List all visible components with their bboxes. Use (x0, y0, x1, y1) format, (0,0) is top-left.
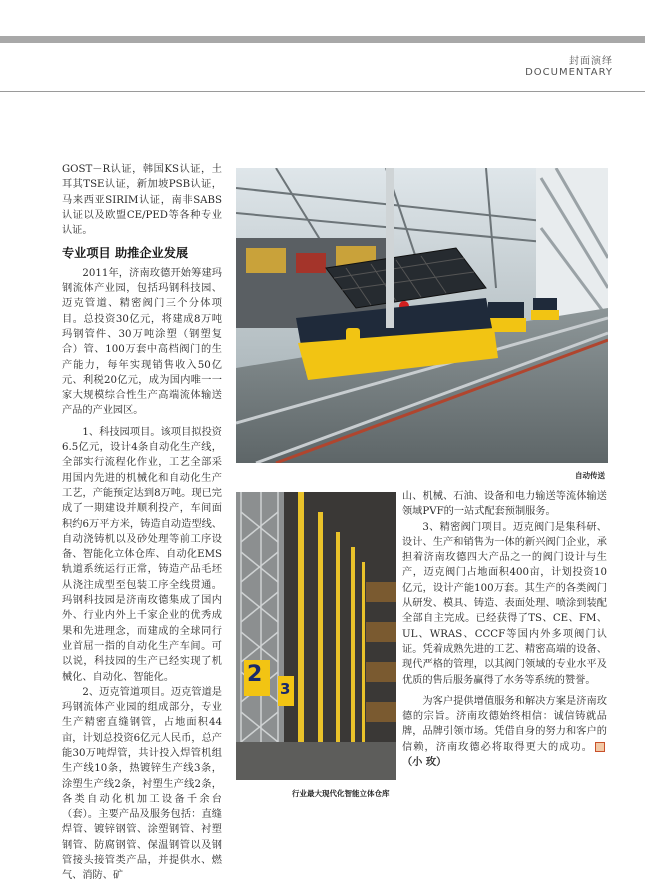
section-heading: 专业项目 助推企业发展 (62, 246, 189, 261)
aisle-number-3: 3 (280, 680, 291, 698)
paragraph-precision-valve: 3、精密阀门项目。迈克阀门是集科研、设计、生产和销售为一体的新兴阀门企业，承担着济南玫德四大产品之一的阀门设计与生产，迈克阀门占地面积400亩，计划投资10亿元，设计产能100万套。其生产的各类阀门从研发、模具、铸造、表面处理、喷涂到装配全部自主完成。已经获得了TS、CE、FM、UL、WRAS、CCCF等国内外多项阀门认证。凭着成熟先进的工艺、精密高端的设备、现代严格的管理，以其阀门领域的专业水平及优质的售后服务赢得了水务等系统的赞誉。 (402, 521, 607, 686)
paragraph-2011: 2011年，济南玫德开始筹建玛钢流体产业园，包括玛钢科技园、迈克管道、精密阀门三个分体项目。总投资30亿元，将建成8万吨玛钢管件、30万吨涂塑（钢塑复合）管、100万套中高档阀门的生产能力，每年实现销售收入50亿元、利税20亿元，成为国内唯一一家大规模综合性生产高端流体输送产品的产业园区。 (62, 267, 222, 417)
end-mark-icon (595, 742, 605, 752)
photo-automated-conveyor (236, 168, 608, 463)
text-column-right (402, 489, 607, 770)
paragraph-closing (402, 694, 607, 770)
photo-smart-warehouse (236, 492, 396, 780)
section-label: 封面演绎 (569, 56, 613, 67)
header-rule (0, 91, 645, 92)
paragraph-maike-pipe: 2、迈克管道项目。迈克管道是玛钢流体产业园的组成部分，专业生产精密直缝钢管，占地面积44亩，计划总投资6亿元人民币，总产能30万吨焊管，共计投入焊管机组生产线10条，热镀锌生产线3条，涂塑生产线2条，衬塑生产线2条，各类自动化机加工设备千余台（套）。主要产品及服务包括：直缝焊管、镀锌钢管、涂塑钢管、衬塑钢管、防腐钢管、保温钢管以及钢管接头接管类产品，并提供水、燃气、消防、矿 (62, 686, 222, 882)
paragraph-continuation: 山、机械、石油、设备和电力输送等流体输送领域PVF的一站式配套预制服务。 (402, 491, 607, 518)
header-band (0, 36, 645, 43)
text-column-left (62, 162, 222, 884)
aisle-number-2: 2 (247, 662, 263, 687)
paragraph-certifications: GOST－R认证，韩国KS认证，土耳其TSE认证，新加坡PSB认证，马来西亚SIRIM认证，南非SABS认证以及欧盟CE/PED等各种专业认证。 (62, 164, 222, 237)
photo-caption: 行业最大现代化智能立体仓库 (292, 789, 390, 798)
warehouse-illustration (236, 492, 396, 780)
photo-caption: 自动传送 (575, 471, 605, 480)
paragraph-tech-park: 1、科技园项目。该项目拟投资6.5亿元，设计4条自动化生产线，全部实行流程化作业，工艺全部采用国内先进的机械化和自动化生产工艺，产能预定达到8万吨。现已完成了一期建设并顺利投产，车间面积约6万平方米，铸造自动造型线、自动浇铸机以及砂处理等前工序设备、智能化立体仓库、自动化EMS轨道系统运行正常，铸造产品毛坯从浇注成型至包装工序全线贯通。玛钢科技园是济南玫德集成了国内外、行业内外上千家企业的优秀成果和先进理念，而建成的全球同行业首屈一指的自动化生产车间。可以说，科技园的生产已经实现了机械化、自动化、智能化。 (62, 426, 222, 683)
conveyor-illustration (236, 168, 608, 463)
closing-text: 为客户提供增值服务和解决方案是济南玫德的宗旨。济南玫德始终相信：诚信铸就品牌，品牌引领市场。凭借自身的努力和客户的信赖，济南玫德必将取得更大的成功。 (402, 695, 607, 753)
section-label-en: DOCUMENTARY (525, 67, 613, 78)
author: （小 玫） (402, 756, 447, 769)
